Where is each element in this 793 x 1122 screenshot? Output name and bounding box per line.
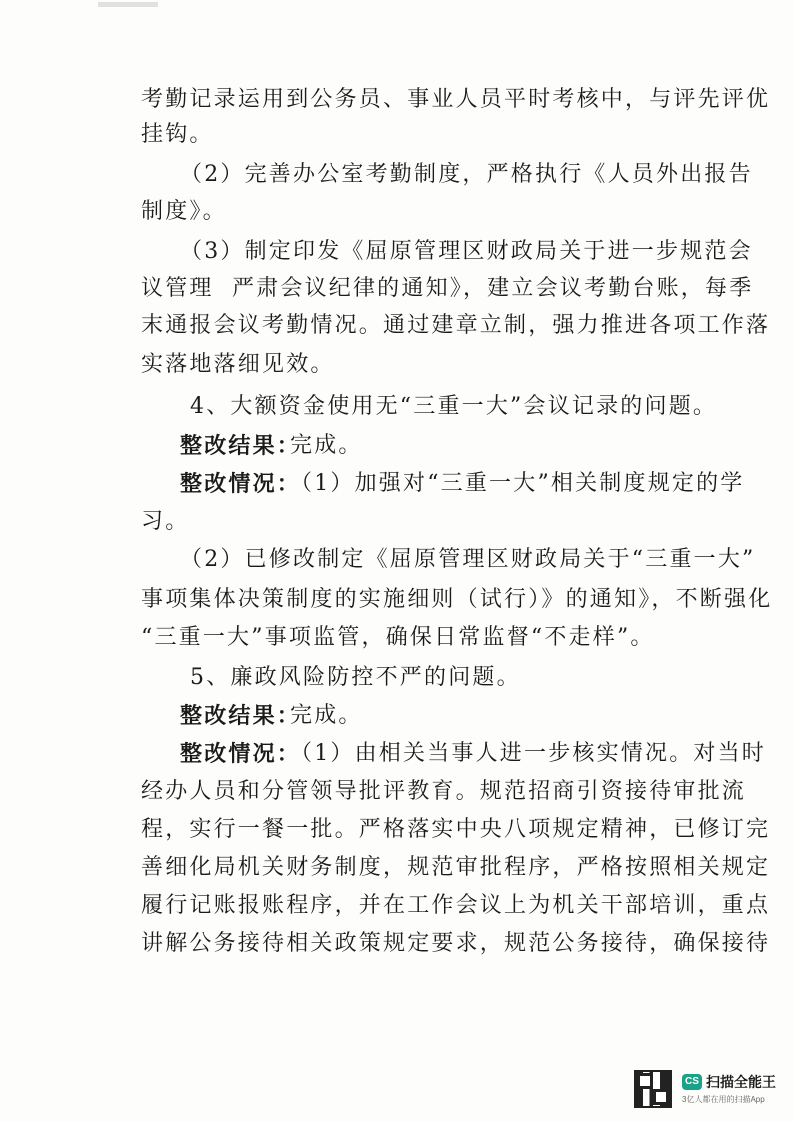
paragraph-line: 经办人员和分管领导批评教育。规范招商引资接待审批流 — [141, 779, 747, 804]
paragraph-line: （2）完善办公室考勤制度，严格执行《人员外出报告 — [180, 162, 753, 187]
paragraph-line: （2）已修改制定《屈原管理区财政局关于“三重一大” — [180, 547, 756, 572]
issue-heading: 5、廉政风险防控不严的问题。 — [190, 665, 521, 690]
paragraph-line: 挂钩。 — [141, 122, 214, 147]
scanner-watermark — [634, 1070, 780, 1110]
paragraph-line: 实落地落细见效。 — [141, 352, 335, 377]
paragraph-line: （3）制定印发《屈原管理区财政局关于进一步规范会 — [180, 239, 753, 264]
result-value: 完成。 — [290, 703, 363, 728]
watermark-tagline: 3亿人都在用的扫描App — [682, 1095, 765, 1104]
paragraph-line: 程，实行一餐一批。严格落实中央八项规定精神，已修订完 — [141, 817, 771, 842]
situation-label: 整改情况： — [180, 741, 302, 767]
result-label: 整改结果： — [180, 433, 302, 459]
issue-heading: 4、大额资金使用无“三重一大”会议记录的问题。 — [190, 394, 718, 419]
paragraph-line: 履行记账报账程序，并在工作会议上为机关干部培训，重点 — [141, 893, 771, 918]
situation-label: 整改情况： — [180, 471, 302, 497]
paragraph-line: 考勤记录运用到公务员、事业人员平时考核中，与评先评优 — [141, 87, 771, 112]
scan-artifact — [98, 2, 158, 7]
paragraph-line: 讲解公务接待相关政策规定要求，规范公务接待，确保接待 — [141, 931, 771, 956]
paragraph-line: 善细化局机关财务制度，规范审批程序，严格按照相关规定 — [141, 855, 771, 880]
paragraph-line: （1）加强对“三重一大”相关制度规定的学 — [290, 471, 745, 496]
watermark-brand: 扫描全能王 — [706, 1074, 776, 1090]
camscanner-logo-icon: CS — [682, 1074, 702, 1090]
paragraph-line: 议管理 严肃会议纪律的通知》，建立会议考勤台账，每季 — [141, 276, 754, 301]
result-label: 整改结果： — [180, 703, 302, 729]
result-value: 完成。 — [290, 433, 363, 458]
qr-code-icon — [634, 1070, 672, 1108]
paragraph-line: （1）由相关当事人进一步核实情况。对当时 — [290, 741, 766, 766]
paragraph-line: 事项集体决策制度的实施细则（试行）》的通知》，不断强化 — [141, 587, 773, 612]
paragraph-line: 末通报会议考勤情况。通过建章立制，强力推进各项工作落 — [141, 313, 771, 338]
paragraph-line: 制度》。 — [141, 199, 227, 224]
paragraph-line: 习。 — [141, 509, 190, 534]
paragraph-line: “三重一大”事项监管，确保日常监督“不走样”。 — [141, 625, 655, 650]
